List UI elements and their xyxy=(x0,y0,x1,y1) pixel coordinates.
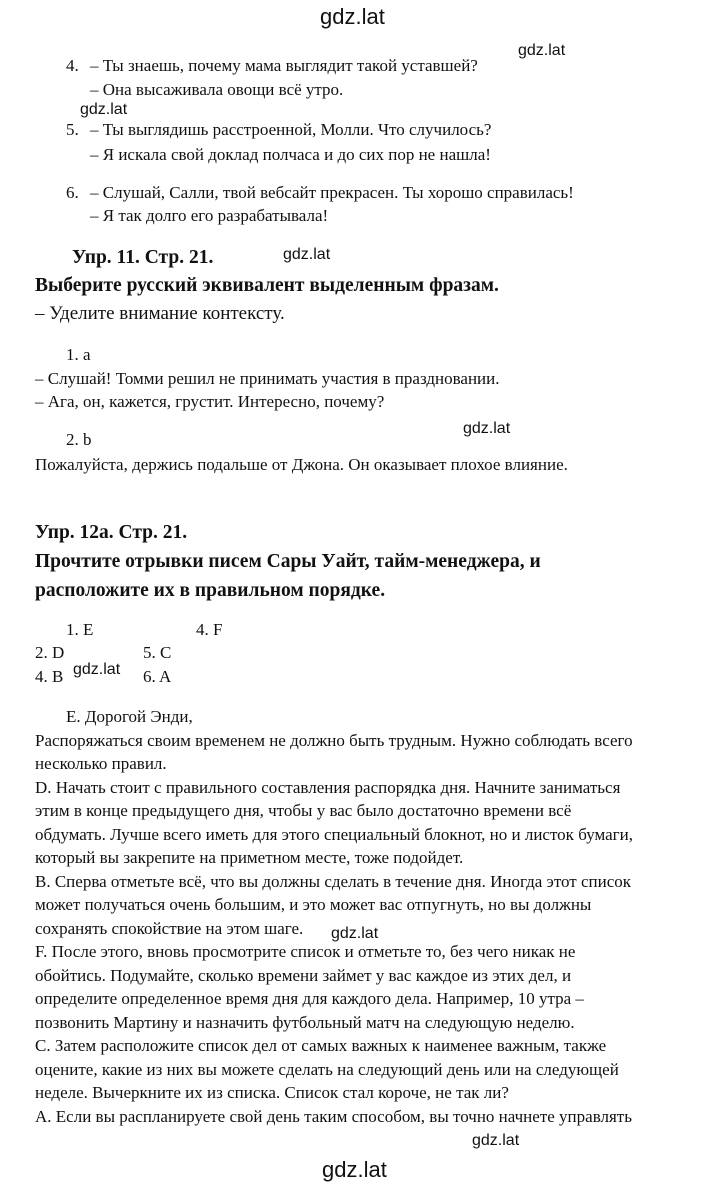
watermark: gdz.lat xyxy=(283,246,331,263)
letter-line: этим в конце предыдущего дня, чтобы у вас было достаточно времени всё xyxy=(35,801,572,820)
letter-line: обдумать. Лучше всего иметь для этого специальный блокнот, но и листок бумаги, xyxy=(35,825,633,844)
watermark: gdz.lat xyxy=(463,420,511,437)
dialogue-6-number: 6. xyxy=(66,183,79,202)
dialogue-4-number: 4. xyxy=(66,56,79,75)
answer-item: 2. D xyxy=(35,643,65,662)
letter-line: обойтись. Подумайте, сколько времени займет у вас каждое из этих дел, и xyxy=(35,966,572,985)
letter-line: сохранять спокойствие на этом шаге. xyxy=(35,919,304,938)
letter-line: С. Затем расположите список дел от самых важных к наименее важным, также xyxy=(35,1036,607,1055)
letter-line: оцените, какие из них вы можете сделать на следующий день или на следующей xyxy=(35,1060,619,1079)
watermark: gdz.lat xyxy=(80,101,128,118)
watermark-bottom: gdz.lat xyxy=(322,1157,387,1182)
letter-line: Распоряжаться своим временем не должно быть трудным. Нужно соблюдать всего xyxy=(35,731,633,750)
exercise-11-heading: Упр. 11. Стр. 21. xyxy=(72,247,214,268)
letter-line: может получаться очень большим, и это может вас отпугнуть, но вы должны xyxy=(35,895,592,914)
letter-line: несколько правил. xyxy=(35,754,167,773)
letter-line: который вы закрепите на приметном месте, тоже подойдет. xyxy=(35,848,464,867)
answer-item: 4. B xyxy=(35,667,64,686)
watermark: gdz.lat xyxy=(331,925,379,942)
exercise-11-item-2-line: Пожалуйста, держись подальше от Джона. Он оказывает плохое влияние. xyxy=(35,455,568,474)
exercise-11-item-1-line: – Ага, он, кажется, грустит. Интересно, почему? xyxy=(35,392,385,411)
exercise-11-item-1-label: 1. a xyxy=(66,345,91,364)
letter-line: В. Сперва отметьте всё, что вы должны сделать в течение дня. Иногда этот список xyxy=(35,872,632,891)
answer-item: 1. E xyxy=(66,620,94,639)
letter-line: позвонить Мартину и назначить футбольный матч на следующую неделю. xyxy=(35,1013,575,1032)
letter-line: D. Начать стоит с правильного составления распорядка дня. Начните заниматься xyxy=(35,778,621,797)
letter-line: определите определенное время дня для каждого дела. Например, 10 утра – xyxy=(35,989,584,1008)
letter-line: А. Если вы распланируете свой день таким способом, вы точно начнете управлять xyxy=(35,1107,632,1126)
dialogue-4-question: – Ты знаешь, почему мама выглядит такой уставшей? xyxy=(90,56,478,75)
dialogue-5-question: – Ты выглядишь расстроенной, Молли. Что случилось? xyxy=(90,120,492,139)
answer-item: 6. A xyxy=(143,667,172,686)
letter-line: Е. Дорогой Энди, xyxy=(66,707,193,726)
watermark: gdz.lat xyxy=(73,661,121,678)
dialogue-6-answer: – Я так долго его разрабатывала! xyxy=(90,206,329,225)
watermark: gdz.lat xyxy=(472,1132,520,1149)
watermark-top: gdz.lat xyxy=(320,4,385,29)
exercise-12-heading: Упр. 12а. Стр. 21. xyxy=(35,522,188,543)
letter-line: F. После этого, вновь просмотрите список и отметьте то, без чего никак не xyxy=(35,942,576,961)
dialogue-5-number: 5. xyxy=(66,120,79,139)
watermark: gdz.lat xyxy=(518,42,566,59)
exercise-11-item-2-label: 2. b xyxy=(66,430,92,449)
exercise-12-task-line: Прочтите отрывки писем Сары Уайт, тайм-менеджера, и xyxy=(35,551,541,572)
exercise-11-item-1-line: – Слушай! Томми решил не принимать участия в праздновании. xyxy=(35,369,500,388)
answer-item: 4. F xyxy=(196,620,223,639)
dialogue-4-answer: – Она высаживала овощи всё утро. xyxy=(90,80,344,99)
exercise-11-task: Выберите русский эквивалент выделенным фразам. xyxy=(35,275,499,296)
dialogue-5-answer: – Я искала свой доклад полчаса и до сих пор не нашла! xyxy=(90,145,491,164)
answer-item: 5. C xyxy=(143,643,172,662)
letter-line: неделе. Вычеркните их из списка. Список стал короче, не так ли? xyxy=(35,1083,509,1102)
exercise-11-subtask: – Уделите внимание контексту. xyxy=(35,303,285,324)
dialogue-6-question: – Слушай, Салли, твой вебсайт прекрасен. Ты хорошо справилась! xyxy=(90,183,574,202)
exercise-12-task-line: расположите их в правильном порядке. xyxy=(35,580,386,601)
